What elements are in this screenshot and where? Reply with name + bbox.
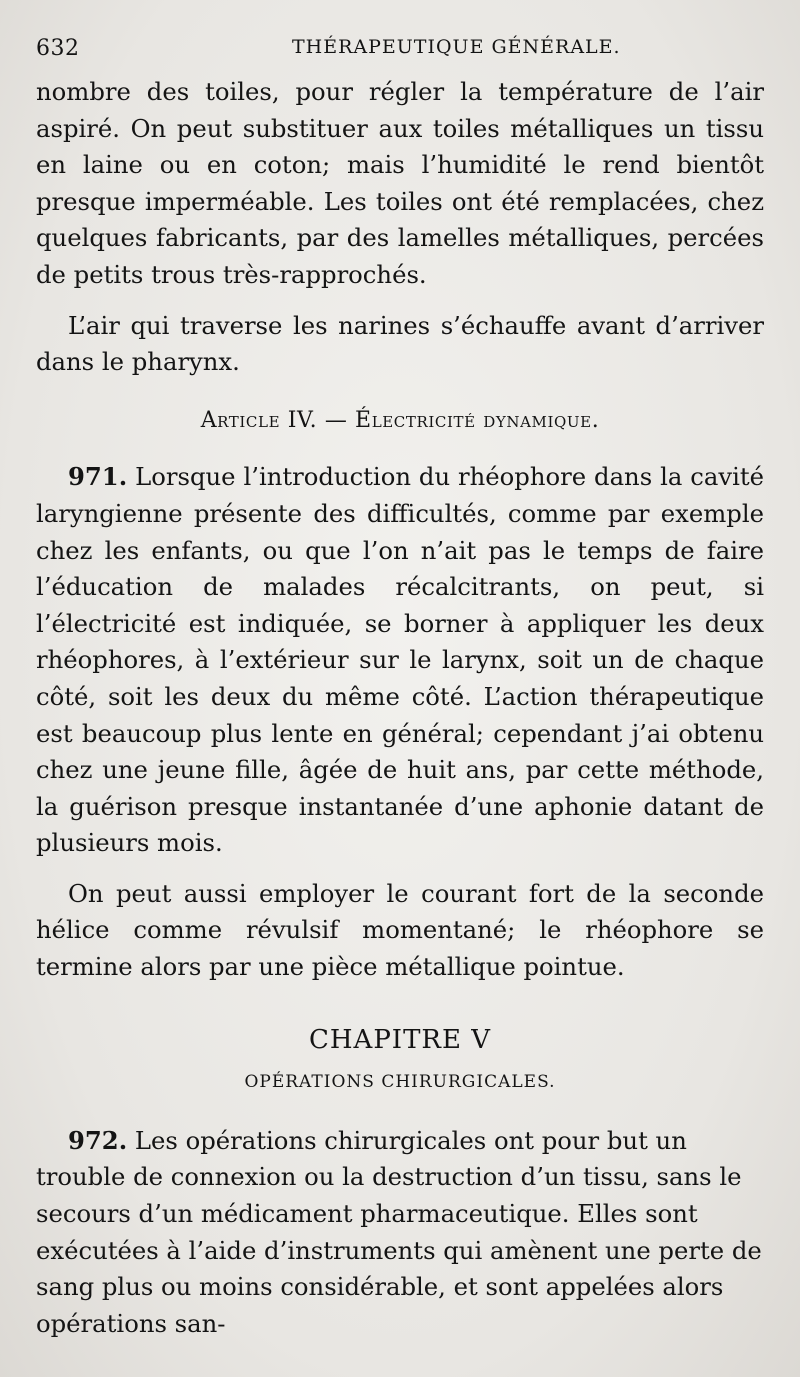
page-number: 632 (36, 36, 80, 61)
running-title: THÉRAPEUTIQUE GÉNÉRALE. (292, 36, 621, 58)
page-body (36, 74, 764, 1342)
paragraph-972 (36, 1123, 764, 1343)
page-header (36, 36, 776, 70)
paragraph-972-text: Les opérations chirurgicales ont pour but un trouble de connexion ou la destruction d’un tissu, sans le secours d’un médicament pharmaceutique. Elles sont exécutées à l’aide d’instruments qui amènent une perte de sang plus ou moins considérable, et sont appelées alors opérations san- (36, 1125, 762, 1338)
paragraph-971-text: Lorsque l’introduction du rhéophore dans la cavité laryngienne présente des difficultés, comme par exemple chez les enfants, ou que l’on n’ait pas le temps de faire l’éducation de malades récalcitrants, on peut, si l’électricité est indiquée, se borner à appliquer les deux rhéophores, à l’extérieur sur le larynx, soit un de chaque côté, soit les deux du même côté. L’action thérapeutique est beaucoup plus lente en général; cependant j’ai obtenu chez une jeune fille, âgée de huit ans, par cette méthode, la guérison presque instantanée d’une aphonie datant de plusieurs mois. (36, 462, 764, 858)
paragraph-number-971: 971. (68, 462, 128, 492)
article-heading: Article IV. — Électricité dynamique. (200, 407, 600, 433)
paragraph-air: L’air qui traverse les narines s’échauffe avant d’arriver dans le pharynx. (36, 310, 764, 377)
section-heading: OPÉRATIONS CHIRURGICALES. (244, 1072, 556, 1093)
paragraph-courant: On peut aussi employer le courant fort de la seconde hélice comme révulsif momentané; le rhéophore se termine alors par une pièce métallique pointue. (36, 878, 764, 982)
paragraph-number-972: 972. (68, 1125, 128, 1155)
paragraph-continuation: nombre des toiles, pour régler la température de l’air aspiré. On peut substituer aux toiles métalliques un tissu en laine ou en coton; mais l’humidité le rend bientôt presque imperméable. Les toiles ont été remplacées, chez quelques fabricants, par des lamelles métalliques, percées de petits trous très-rapprochés. (36, 77, 764, 289)
chapter-heading: CHAPITRE V (308, 1024, 492, 1055)
paragraph-971 (36, 459, 764, 862)
